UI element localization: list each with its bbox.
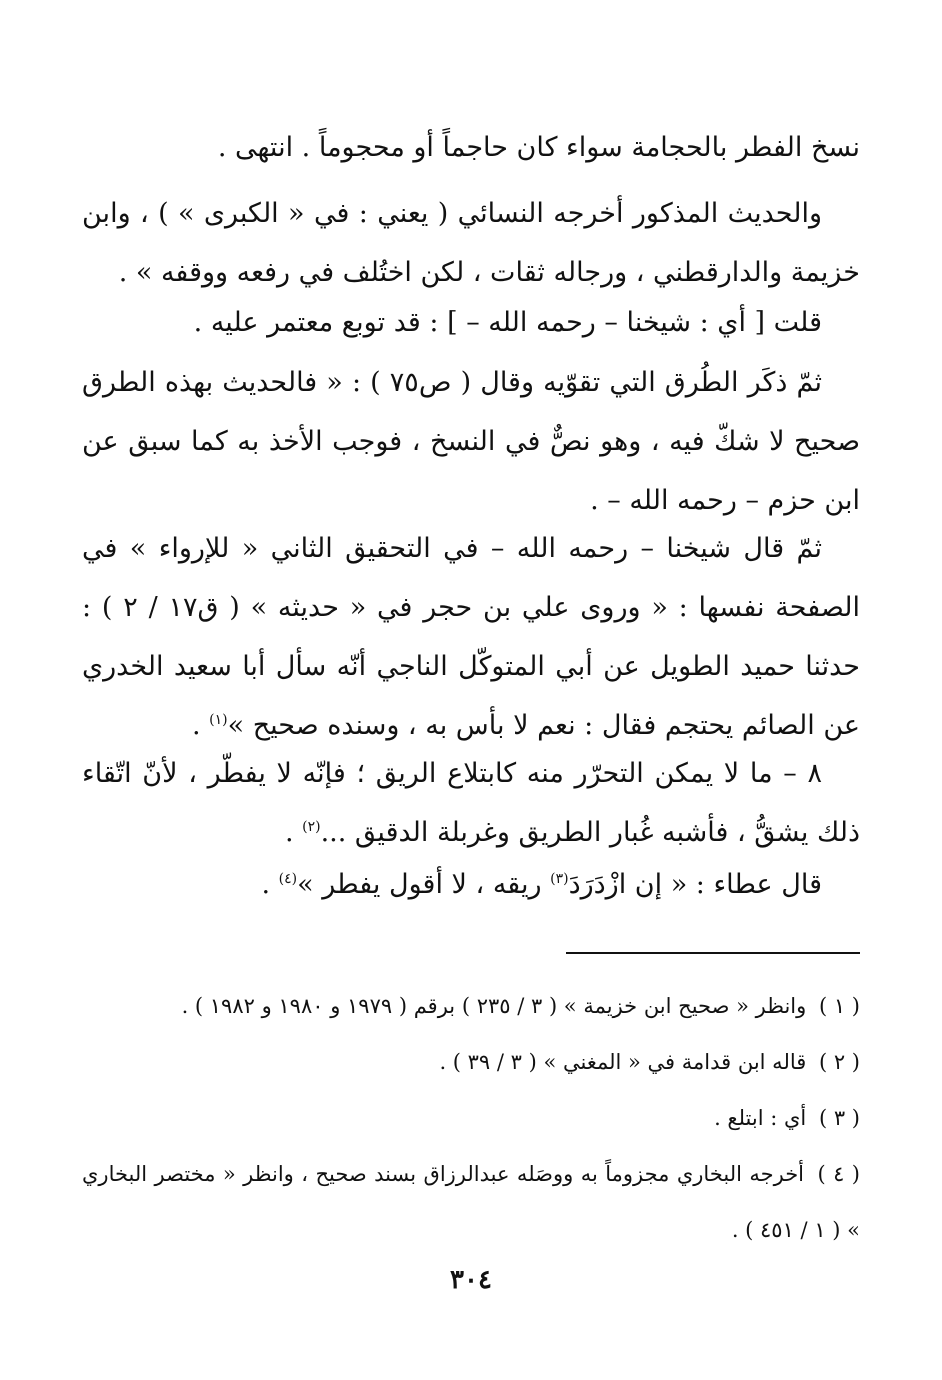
footnote-number: ( ٣ ) [818,1106,860,1130]
body-paragraph-2 [82,184,860,302]
body-paragraph-5 [82,519,860,755]
paragraph-text: ٨ – ما لا يمكن التحرّر منه كابتلاع الريق ؛ فإنّه لا يفطّر ، لأنّ اتّقاء ذلك يشقُّ ، فأشبه غُبار الطريق وغربلة الدقيق ... [82,758,860,848]
footnote-reference-3[interactable]: (٣) [550,871,569,887]
footnote-text: أي : ابتلع . [714,1106,807,1130]
footnote-number: ( ١ ) [818,994,860,1018]
paragraph-text: قال عطاء : « إن ازْدَرَدَ [568,869,822,900]
footnote-number: ( ٢ ) [818,1050,860,1074]
page-content [82,108,860,1338]
paragraph-text: نسخ الفطر بالحجامة سواء كان حاجماً أو محجوماً . انتهى . [217,132,860,163]
body-paragraph-3 [82,293,860,352]
body-paragraph-4 [82,353,860,530]
footnotes-section [82,978,860,1258]
paragraph-text: قلت [ أي : شيخنا – رحمه الله – ] : قد توبع معتمر عليه . [193,307,822,338]
paragraph-text: ثمّ قال شيخنا – رحمه الله – في التحقيق الثاني « للإرواء » في الصفحة نفسها : « وروى علي بن حجر في « حديثه » ( ق١٧ / ٢ ) : حدثنا حميد الطويل عن أبي المتوكّل الناجي أنّه سأل أبا سعيد الخدري عن الصائم يحتجم فقال : نعم لا بأس به ، وسنده صحيح » [82,533,860,741]
footnote-reference-4[interactable]: (٤) [278,871,298,887]
footnote-divider [566,952,860,954]
footnote-text: قاله ابن قدامة في « المغني » ( ٣ / ٣٩ ) . [439,1050,807,1074]
footnote-2 [82,1034,860,1090]
body-paragraph-1 [82,118,860,177]
body-paragraph-6 [82,744,860,862]
footnote-1 [82,978,860,1034]
paragraph-text: والحديث المذكور أخرجه النسائي ( يعني : في « الكبرى » ) ، وابن خزيمة والدارقطني ، ورجاله ثقات ، لكن اختُلف في رفعه ووقفه » . [82,198,860,288]
paragraph-end: . [261,869,279,900]
paragraph-text-continued: ريقه ، لا أقول يفطر » [297,869,551,900]
footnote-number: ( ٤ ) [817,1162,860,1186]
footnote-text: وانظر « صحيح ابن خزيمة » ( ٣ / ٢٣٥ ) برقم ( ١٩٧٩ و ١٩٨٠ و ١٩٨٢ ) . [181,994,807,1018]
paragraph-end: . [191,710,210,741]
page-number: ٣٠٤ [450,1265,492,1295]
footnote-reference-1[interactable]: (١) [209,712,228,728]
footnote-text: أخرجه البخاري مجزوماً به ووصَله عبدالرزاق بسند صحيح ، وانظر « مختصر البخاري » ( ١ / ٤٥١ ) . [82,1162,860,1242]
footnote-3 [82,1090,860,1146]
body-paragraph-7 [82,855,860,914]
paragraph-end: . [284,817,303,848]
footnote-reference-2[interactable]: (٢) [302,819,321,835]
paragraph-text: ثمّ ذكَر الطُرق التي تقوّيه وقال ( ص٧٥ ) : « فالحديث بهذه الطرق صحيح لا شكّ فيه ، وهو نصٌّ في النسخ ، فوجب الأخذ به كما سبق عن ابن حزم – رحمه الله – . [82,367,860,516]
footnote-4 [82,1146,860,1258]
